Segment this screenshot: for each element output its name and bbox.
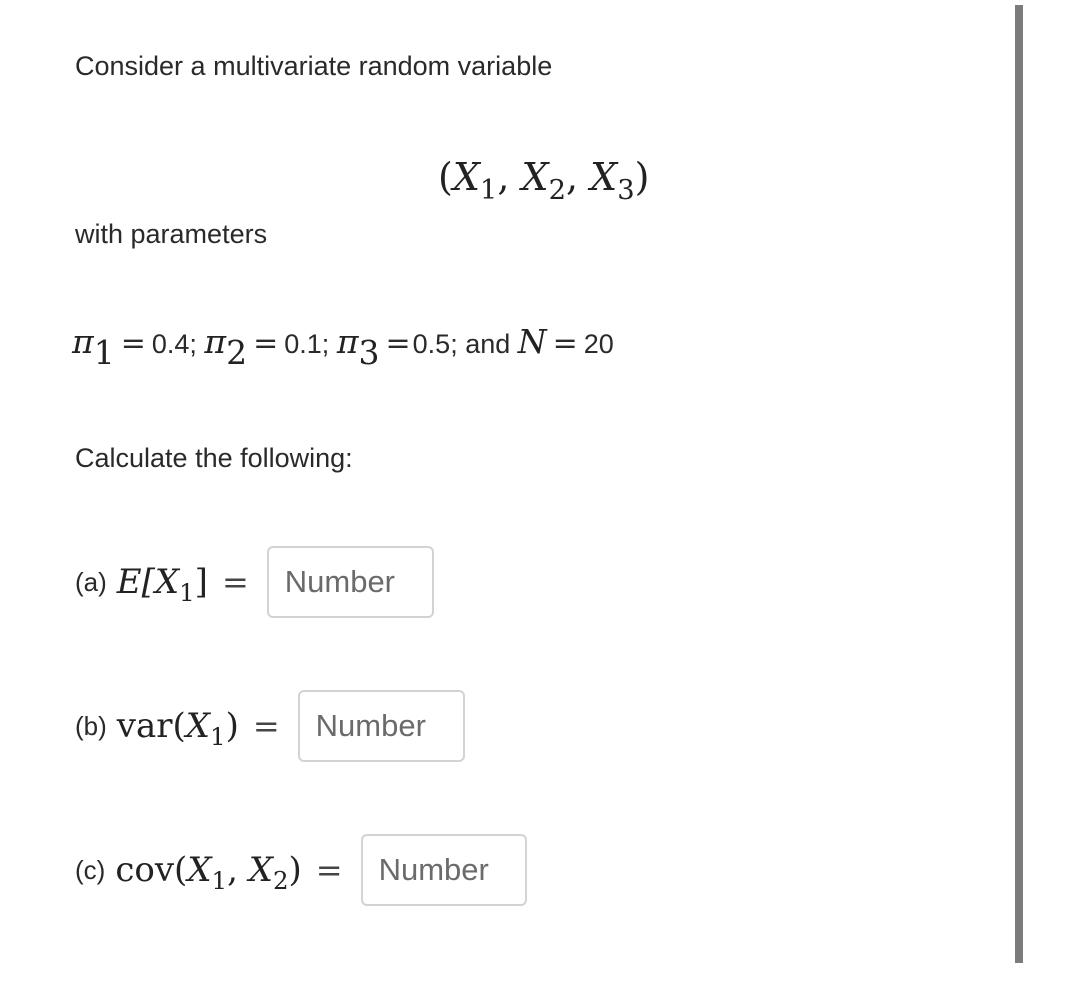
comma: , xyxy=(227,850,249,890)
pi-symbol: π xyxy=(204,322,227,361)
expr-suffix: ) xyxy=(288,850,302,890)
random-vector-display xyxy=(438,155,650,207)
pi-symbol: π xyxy=(336,322,359,361)
expr-suffix: ) xyxy=(225,706,239,746)
var-x: X xyxy=(185,706,210,746)
expr-prefix: var( xyxy=(116,706,186,746)
subscript: 1 xyxy=(479,175,498,207)
comma: , xyxy=(497,155,510,199)
subscript: 1 xyxy=(210,722,226,752)
var-x: X xyxy=(187,850,212,890)
var-x: X xyxy=(521,155,549,199)
subscript: 1 xyxy=(179,578,195,608)
expr-prefix: E[ xyxy=(116,562,155,602)
pi-symbol: π xyxy=(72,322,94,361)
equals: = xyxy=(252,707,280,745)
expectation-expression xyxy=(116,562,208,608)
question-c xyxy=(75,831,527,909)
question-b xyxy=(75,687,465,765)
subscript: 2 xyxy=(226,333,248,373)
equals: = xyxy=(120,326,146,361)
equals: = xyxy=(315,851,343,889)
question-label: (a) xyxy=(75,566,107,597)
equals: = xyxy=(253,326,279,361)
var-x: X xyxy=(590,155,618,199)
calculate-label: Calculate the following: xyxy=(75,443,353,473)
subscript: 3 xyxy=(358,333,380,373)
var-x: X xyxy=(154,562,180,602)
answer-b-input[interactable] xyxy=(298,690,465,762)
open-paren: ( xyxy=(438,155,453,199)
subscript: 3 xyxy=(617,175,635,207)
pi3-value: 0.5; and xyxy=(412,329,511,359)
expr-prefix: cov( xyxy=(115,850,188,890)
equals: = xyxy=(221,563,249,601)
equals: = xyxy=(385,326,411,361)
pi2-value: 0.1; xyxy=(284,329,330,359)
intro-text: Consider a multivariate random variable xyxy=(75,51,553,81)
n-value: 20 xyxy=(583,329,614,359)
expr-suffix: ] xyxy=(194,562,208,602)
subscript: 2 xyxy=(548,175,566,207)
answer-a-input[interactable] xyxy=(267,546,434,618)
answer-c-input[interactable] xyxy=(361,834,527,906)
parameters-line xyxy=(72,322,614,373)
var-x: X xyxy=(248,850,273,890)
equals: = xyxy=(552,326,578,361)
pi1-value: 0.4; xyxy=(151,329,197,359)
covariance-expression xyxy=(115,850,302,896)
question-a xyxy=(75,543,434,621)
scrollbar[interactable] xyxy=(1015,5,1023,963)
close-paren: ) xyxy=(634,155,650,199)
subscript: 2 xyxy=(272,866,289,896)
var-x: X xyxy=(452,155,480,199)
question-label: (c) xyxy=(75,854,106,885)
subscript: 1 xyxy=(211,866,228,896)
variance-expression xyxy=(116,706,239,752)
subscript: 1 xyxy=(93,333,115,373)
params-label: with parameters xyxy=(75,219,268,249)
comma: , xyxy=(565,155,579,199)
question-label: (b) xyxy=(75,710,107,741)
n-symbol: N xyxy=(517,322,547,361)
